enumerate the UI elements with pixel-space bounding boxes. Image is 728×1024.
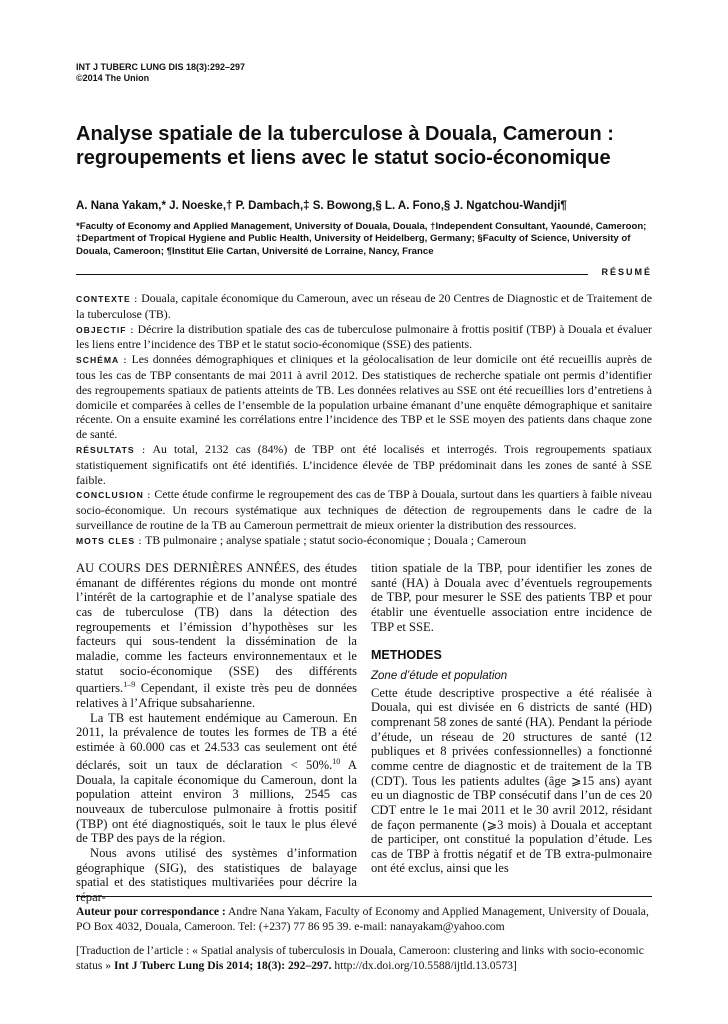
abstract-objectif bbox=[76, 322, 652, 353]
reference-marker: 10 bbox=[332, 756, 341, 766]
abstract-mots-cles bbox=[76, 533, 652, 549]
conclusion-label: CONCLUSION : bbox=[76, 490, 152, 501]
translation-text: [Traduction de l’article : « Spatial analysis of tuberculosis in Douala, Cameroon: clustering and links with socio-economic status » bbox=[76, 944, 644, 972]
paragraph-1-text: des études émanant de différentes régions du monde ont montré l’intérêt de la cartographie et de l’analyse spatiale des cas de tuberculose (TB) dans la détection des regroupements et l’émission d’hypothèses sur les facteurs qui sous-tendent la dissémination de la maladie, comme les facteurs environnementaux et le statut socio-économique (SSE) des différents quartiers. bbox=[76, 561, 357, 696]
objectif-label: OBJECTIF : bbox=[76, 324, 135, 335]
article-title bbox=[76, 122, 666, 170]
subsection-heading: Zone d’étude et population bbox=[371, 669, 508, 682]
title-line-1: Analyse spatiale de la tuberculose à Douala, Cameroun : bbox=[76, 123, 614, 145]
abstract-schema bbox=[76, 352, 652, 442]
conclusion-text: Cette étude confirme le regroupement des cas de TBP à Douala, surtout dans les quartiers à faible niveau socio-économique. Un recours systématique aux techniques de détection de regroupements dans le cadre de la surveillance de routine de la TB au Cameroun permettrait de mieux orienter la distribution des ressources. bbox=[76, 487, 652, 532]
body-paragraph-3: Nous avons utilisé des systèmes d’information géographique (SIG), des statistiques de balayage spatial et des statistiques multivariées pour décrire la répar- bbox=[76, 845, 357, 904]
paragraph-2-end: A Douala, la capitale économique du Cameroun, dont la population atteint environ 3 millions, 2545 cas nouveaux de tuberculose pulmonaire à frottis positif (TBP) ont été diagnostiqués, soit le taux le plus élevé de TBP des pays de la région. bbox=[76, 757, 357, 846]
lead-in: AU COURS DES DERNIÈRES ANNÉES, bbox=[76, 561, 300, 575]
body-paragraph-methods: Cette étude descriptive prospective a été réalisée à Douala, qui est divisée en 6 districts de santé (HD) comprenant 58 zones de santé (HA). Pendant la période d’étude, un réseau de 20 structures de santé (12 publiques et 8 privées confessionnelles) a fonctionné comme centre de diagnostic et de traitement de la TB (CDT). Tous les patients adultes (âge ⩾15 ans) ayant eu un diagnostic de TBP consécutif dans l’un de ces 20 CDT entre le 1e mai 2011 et le 30 avril 2012, résidant de façon permanente (⩾3 mois) à Douala et acceptant de participer, ont constitué la population d’étude. Les cas de TBP à frottis négatif et de TB extra-pulmonaire ont été exclus, ainsi que les bbox=[371, 685, 652, 876]
schema-label: SCHÉMA : bbox=[76, 355, 128, 366]
footnote-rule bbox=[76, 896, 652, 897]
abstract-resultats bbox=[76, 442, 652, 487]
journal-copyright: ©2014 The Union bbox=[76, 73, 150, 83]
abstract bbox=[76, 291, 652, 549]
author-list: A. Nana Yakam,* J. Noeske,† P. Dambach,‡ S. Bowong,§ L. A. Fono,§ J. Ngatchou-Wandji¶ bbox=[76, 200, 567, 212]
resultats-label: RÉSULTATS : bbox=[76, 444, 147, 455]
contexte-text: Douala, capitale économique du Cameroun, avec un réseau de 20 Centres de Diagnostic et de Traitement de la tuberculose (TB). bbox=[76, 291, 652, 321]
mots-text: TB pulmonaire ; analyse spatiale ; statut socio-économique ; Douala ; Cameroun bbox=[145, 532, 527, 547]
affiliations: *Faculty of Economy and Applied Management, University of Douala, Douala, †Independent Consultant, Yaoundé, Cameroon; ‡Department of Tropical Hygiene and Public Health, University of Heidelberg, Germany; §Faculty of Science, University of Douala, Cameroon; ¶Institut Elie Cartan, Université de Lorraine, Nancy, France bbox=[76, 221, 647, 257]
translation-citation: Int J Tuberc Lung Dis 2014; 18(3): 292–297. bbox=[111, 958, 332, 972]
correspondence-label: Auteur pour correspondance : bbox=[76, 905, 226, 918]
journal-citation: INT J TUBERC LUNG DIS 18(3):292–297 bbox=[76, 62, 246, 72]
correspondence-note bbox=[76, 905, 652, 934]
abstract-contexte bbox=[76, 291, 652, 322]
resume-label: RÉSUMÉ bbox=[601, 267, 652, 277]
translation-doi: http://dx.doi.org/10.5588/ijtld.13.0573] bbox=[331, 958, 517, 972]
section-heading-methods: METHODES bbox=[371, 648, 442, 663]
body-column-right bbox=[371, 561, 652, 876]
abstract-conclusion bbox=[76, 487, 652, 532]
resultats-text: Au total, 2132 cas (84%) de TBP ont été localisés et interrogés. Trois regroupements spatiaux statistiquement significatifs ont été identifiés. L’incidence élevée de TBP prédominait dans les zones de santé à SSE faible. bbox=[76, 441, 652, 487]
body-column-left bbox=[76, 561, 357, 904]
body-paragraph-2 bbox=[76, 711, 357, 846]
body-paragraph-continued: tition spatiale de la TBP, pour identifier les zones de santé (HA) à Douala avec d’éventuels regroupements de TBP, pour mesurer le SSE des patients TBP et pour établir une éventuelle association entre incidence de TBP et SSE. bbox=[371, 561, 652, 634]
paragraph-2-text: La TB est hautement endémique au Cameroun. En 2011, la prévalence de toutes les formes de TB a été estimée à 60.000 cas et 24.533 cas seulement ont été déclarés, soit un taux de déclaration < 50%. bbox=[76, 710, 357, 772]
journal-header bbox=[76, 62, 245, 84]
body-paragraph-1 bbox=[76, 561, 357, 711]
correspondence-text: Andre Nana Yakam, Faculty of Economy and Applied Management, University of Douala, PO Box 4032, Douala, Cameroon. Tel: (+237) 77 86 95 39. e-mail: nanayakam@yahoo.com bbox=[76, 905, 649, 933]
translation-note bbox=[76, 944, 652, 973]
schema-text: Les données démographiques et cliniques et la géolocalisation de leur domicile ont été recueillis auprès de tous les cas de TBP consentants de mai 2011 à avril 2012. Des statistiques de recherche spatiale ont permis d’identifier des regroupements spatiaux de patients atteints de TB. Les données relatives au SSE ont été recueillies lors d’entretiens à domicile et comparées à celles de l’ensemble de la population urbaine émanant d’une enquête démographique et sanitaire récente. On a ensuite examiné les corrélations entre l’incidence des TBP et le SSE moyen des patients dans chaque zone de santé. bbox=[76, 352, 652, 442]
resume-rule bbox=[76, 274, 588, 275]
paragraph-1-end: Cependant, il existe très peu de données relatives à l’Afrique subsaharienne. bbox=[76, 681, 357, 711]
title-line-2: regroupements et liens avec le statut socio-économique bbox=[76, 147, 611, 169]
mots-label: MOTS CLES : bbox=[76, 535, 143, 546]
objectif-text: Décrire la distribution spatiale des cas de tuberculose pulmonaire à frottis positif (TBP) à Douala et évaluer les liens entre l’incidence des TBP et le statut socio-économique (SSE) des patients. bbox=[76, 321, 652, 352]
resume-divider bbox=[76, 267, 652, 279]
contexte-label: CONTEXTE : bbox=[76, 294, 139, 304]
reference-marker: 1–9 bbox=[123, 680, 136, 690]
